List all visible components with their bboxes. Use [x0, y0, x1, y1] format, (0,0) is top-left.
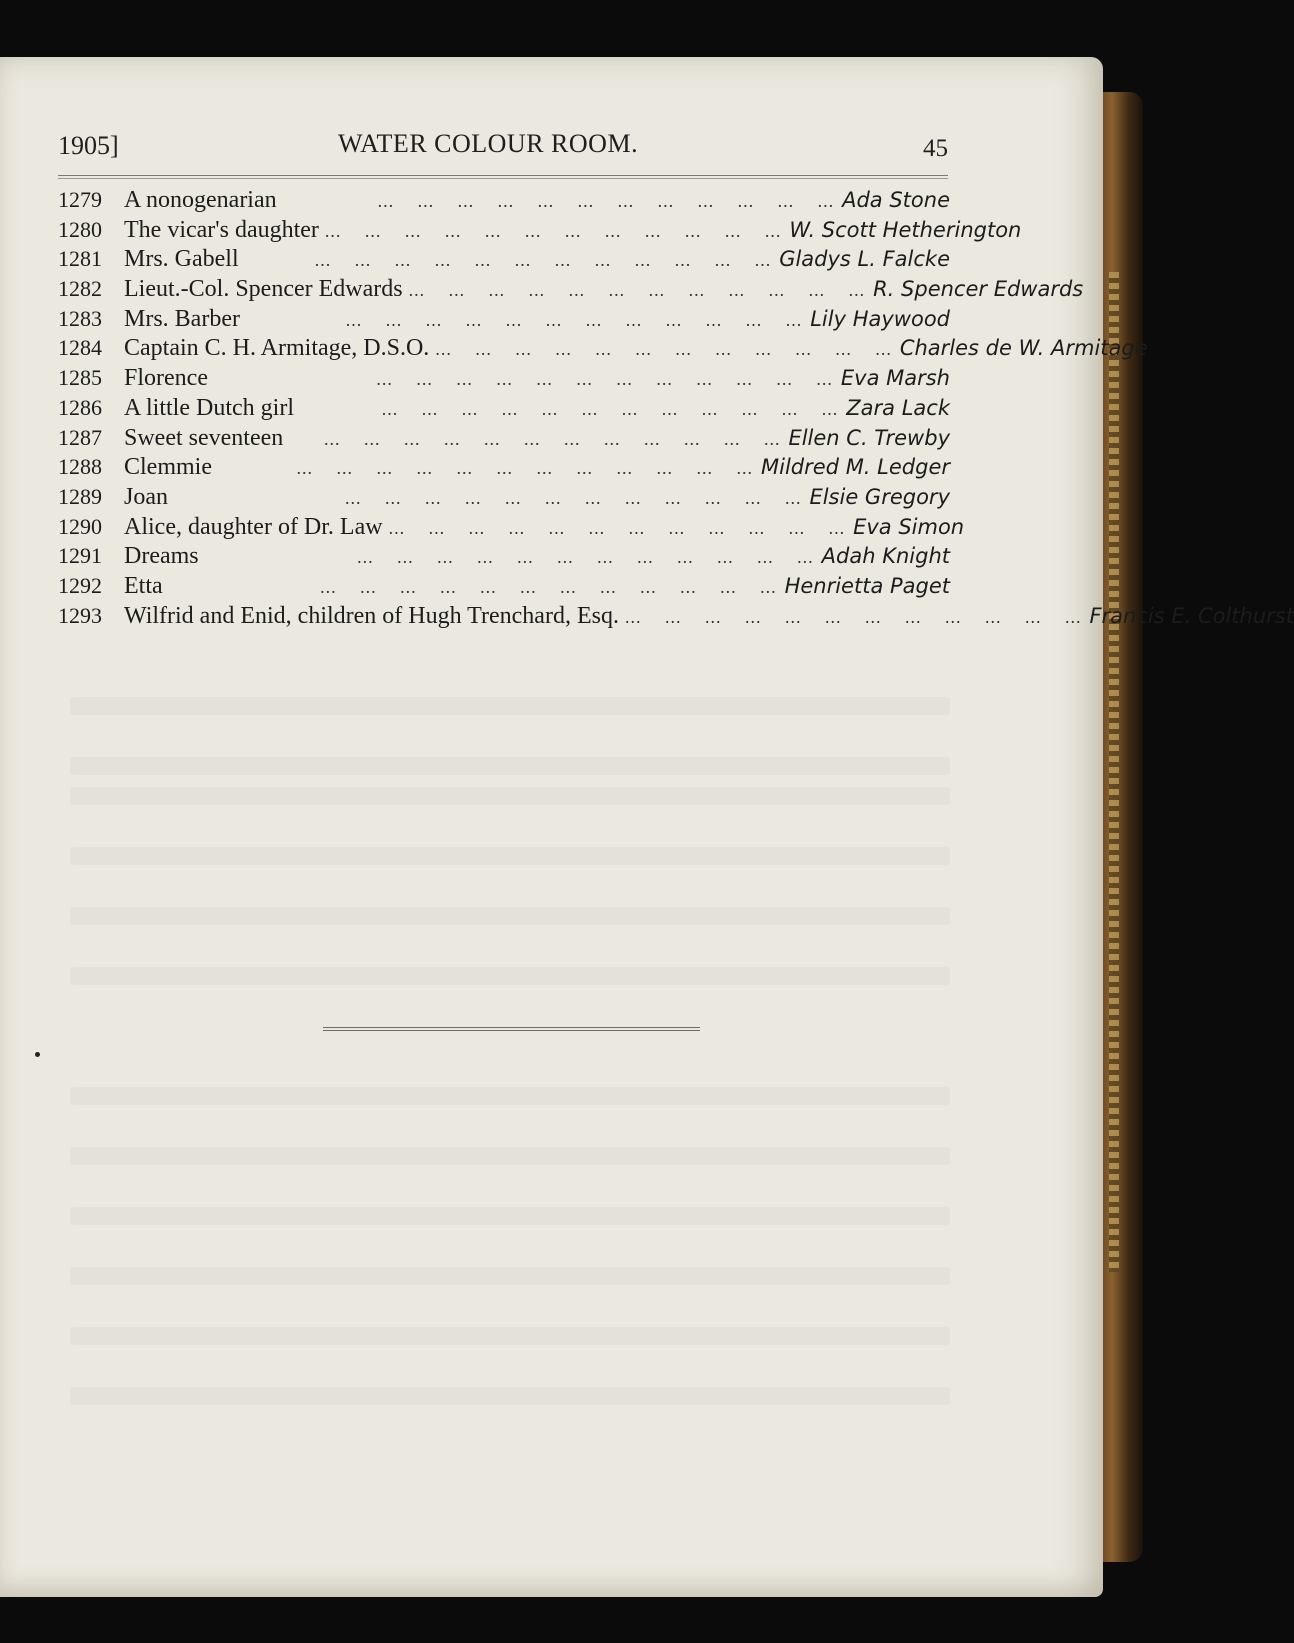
catalogue-entry	[58, 543, 950, 573]
entry-number: 1281	[58, 246, 102, 272]
entry-title: Lieut.-Col. Spencer Edwards	[124, 276, 403, 303]
dot-leader: ... ... ... ... ... ... ... ... ... ... ... ...	[435, 339, 892, 360]
entry-title: Dreams	[124, 543, 199, 570]
entry-artist: Francis E. Colthurst	[1089, 603, 1294, 628]
dot-leader: ... ... ... ... ... ... ... ... ... ... ... ...	[323, 428, 781, 449]
header-rule	[58, 175, 948, 179]
catalogue-entry	[58, 187, 950, 217]
gilded-page-edges	[1109, 272, 1119, 1272]
entry-artist: R. Spencer Edwards	[873, 277, 1084, 302]
entry-title: A nonogenarian	[124, 187, 277, 213]
entry-artist: Ellen C. Trewby	[788, 425, 950, 450]
entry-number: 1280	[58, 216, 102, 242]
dot-leader: ... ... ... ... ... ... ... ... ... ... ... ...	[357, 547, 814, 568]
dot-leader: ... ... ... ... ... ... ... ... ... ... ... ...	[314, 250, 772, 271]
catalogue-entry	[58, 365, 950, 395]
header-year: 1905]	[58, 131, 119, 160]
entry-artist: Lily Haywood	[810, 306, 950, 331]
show-through-text	[70, 1267, 950, 1285]
entry-number: 1289	[58, 483, 102, 509]
catalogue-entry	[58, 395, 950, 425]
entry-artist: Ada Stone	[842, 188, 950, 212]
dot-leader: ... ... ... ... ... ... ... ... ... ... ... ...	[376, 369, 833, 390]
entry-title: Joan	[124, 483, 168, 510]
book-page	[0, 57, 1294, 1597]
catalogue-entry	[58, 246, 950, 276]
show-through-text	[70, 1087, 950, 1105]
entry-artist: Eva Simon	[853, 514, 965, 539]
entry-artist: Charles de W. Armitage	[899, 336, 1148, 361]
catalogue-entry	[58, 484, 950, 514]
entry-number: 1288	[58, 454, 102, 480]
page-title: WATER COLOUR ROOM.	[338, 129, 639, 158]
entry-title: Mrs. Barber	[124, 305, 240, 332]
entry-number: 1292	[58, 572, 102, 598]
entry-title: Sweet seventeen	[124, 424, 284, 451]
catalogue-entry	[58, 216, 1022, 247]
dot-leader: ... ... ... ... ... ... ... ... ... ... ... ...	[624, 606, 1082, 627]
entry-title: Clemmie	[124, 454, 212, 481]
entry-number: 1283	[58, 305, 102, 331]
entry-artist: Eva Marsh	[840, 366, 950, 391]
ink-speck	[35, 1052, 40, 1057]
entry-artist: Adah Knight	[821, 544, 950, 569]
entry-artist: Elsie Gregory	[809, 484, 950, 509]
end-rule	[323, 1027, 700, 1031]
entry-title: The vicar's daughter	[124, 216, 319, 243]
dot-leader: ... ... ... ... ... ... ... ... ... ... ... ...	[408, 280, 866, 301]
entry-number: 1279	[58, 187, 102, 212]
catalogue-entry	[58, 335, 1148, 365]
dot-leader: ... ... ... ... ... ... ... ... ... ... ... ...	[344, 487, 802, 508]
show-through-text	[70, 697, 950, 715]
entry-number: 1293	[58, 602, 102, 628]
show-through-text	[70, 1387, 950, 1405]
running-header	[58, 131, 948, 171]
entry-title: Florence	[124, 365, 208, 392]
show-through-text	[70, 757, 950, 775]
show-through-text	[70, 847, 950, 865]
entry-number: 1286	[58, 394, 102, 420]
entry-number: 1282	[58, 276, 102, 302]
entry-number: 1291	[58, 543, 102, 569]
entry-title: A little Dutch girl	[124, 394, 294, 421]
dot-leader: ... ... ... ... ... ... ... ... ... ... ... ...	[381, 398, 839, 419]
dot-leader: ... ... ... ... ... ... ... ... ... ... ... ...	[320, 576, 777, 597]
show-through-text	[70, 907, 950, 925]
dot-leader: ... ... ... ... ... ... ... ... ... ... ... ...	[377, 191, 835, 211]
catalogue-entry	[58, 602, 1294, 633]
catalogue-entry	[58, 513, 965, 544]
entry-artist: Zara Lack	[846, 395, 950, 420]
dot-leader: ... ... ... ... ... ... ... ... ... ... ... ...	[388, 517, 846, 538]
show-through-text	[70, 1207, 950, 1225]
show-through-text	[70, 967, 950, 985]
catalogue-entry	[58, 573, 950, 603]
catalogue-entry	[58, 276, 1084, 306]
catalogue-entry	[58, 306, 950, 336]
catalogue-list	[58, 187, 1294, 632]
entry-number: 1285	[58, 365, 102, 391]
entry-title: Alice, daughter of Dr. Law	[124, 513, 383, 540]
entry-title: Etta	[124, 572, 163, 599]
entry-title: Mrs. Gabell	[124, 246, 239, 273]
catalogue-entry	[58, 454, 950, 484]
entry-artist: Henrietta Paget	[784, 573, 950, 598]
show-through-text	[70, 1327, 950, 1345]
entry-number: 1287	[58, 424, 102, 450]
entry-title: Captain C. H. Armitage, D.S.O.	[124, 335, 430, 362]
entry-artist: W. Scott Hetherington	[789, 217, 1022, 242]
show-through-text	[70, 1147, 950, 1165]
show-through-text	[70, 787, 950, 805]
dot-leader: ... ... ... ... ... ... ... ... ... ... ... ...	[296, 458, 754, 479]
entry-artist: Mildred M. Ledger	[761, 455, 950, 480]
dot-leader: ... ... ... ... ... ... ... ... ... ... ... ...	[345, 309, 803, 330]
entry-artist: Gladys L. Falcke	[779, 247, 950, 272]
entry-number: 1284	[58, 335, 102, 361]
dot-leader: ... ... ... ... ... ... ... ... ... ... ... ...	[324, 220, 782, 241]
entry-number: 1290	[58, 513, 102, 539]
entry-title: Wilfrid and Enid, children of Hugh Trenchard, Esq.	[124, 602, 619, 629]
catalogue-entry	[58, 425, 950, 455]
page-number: 45	[923, 135, 948, 162]
